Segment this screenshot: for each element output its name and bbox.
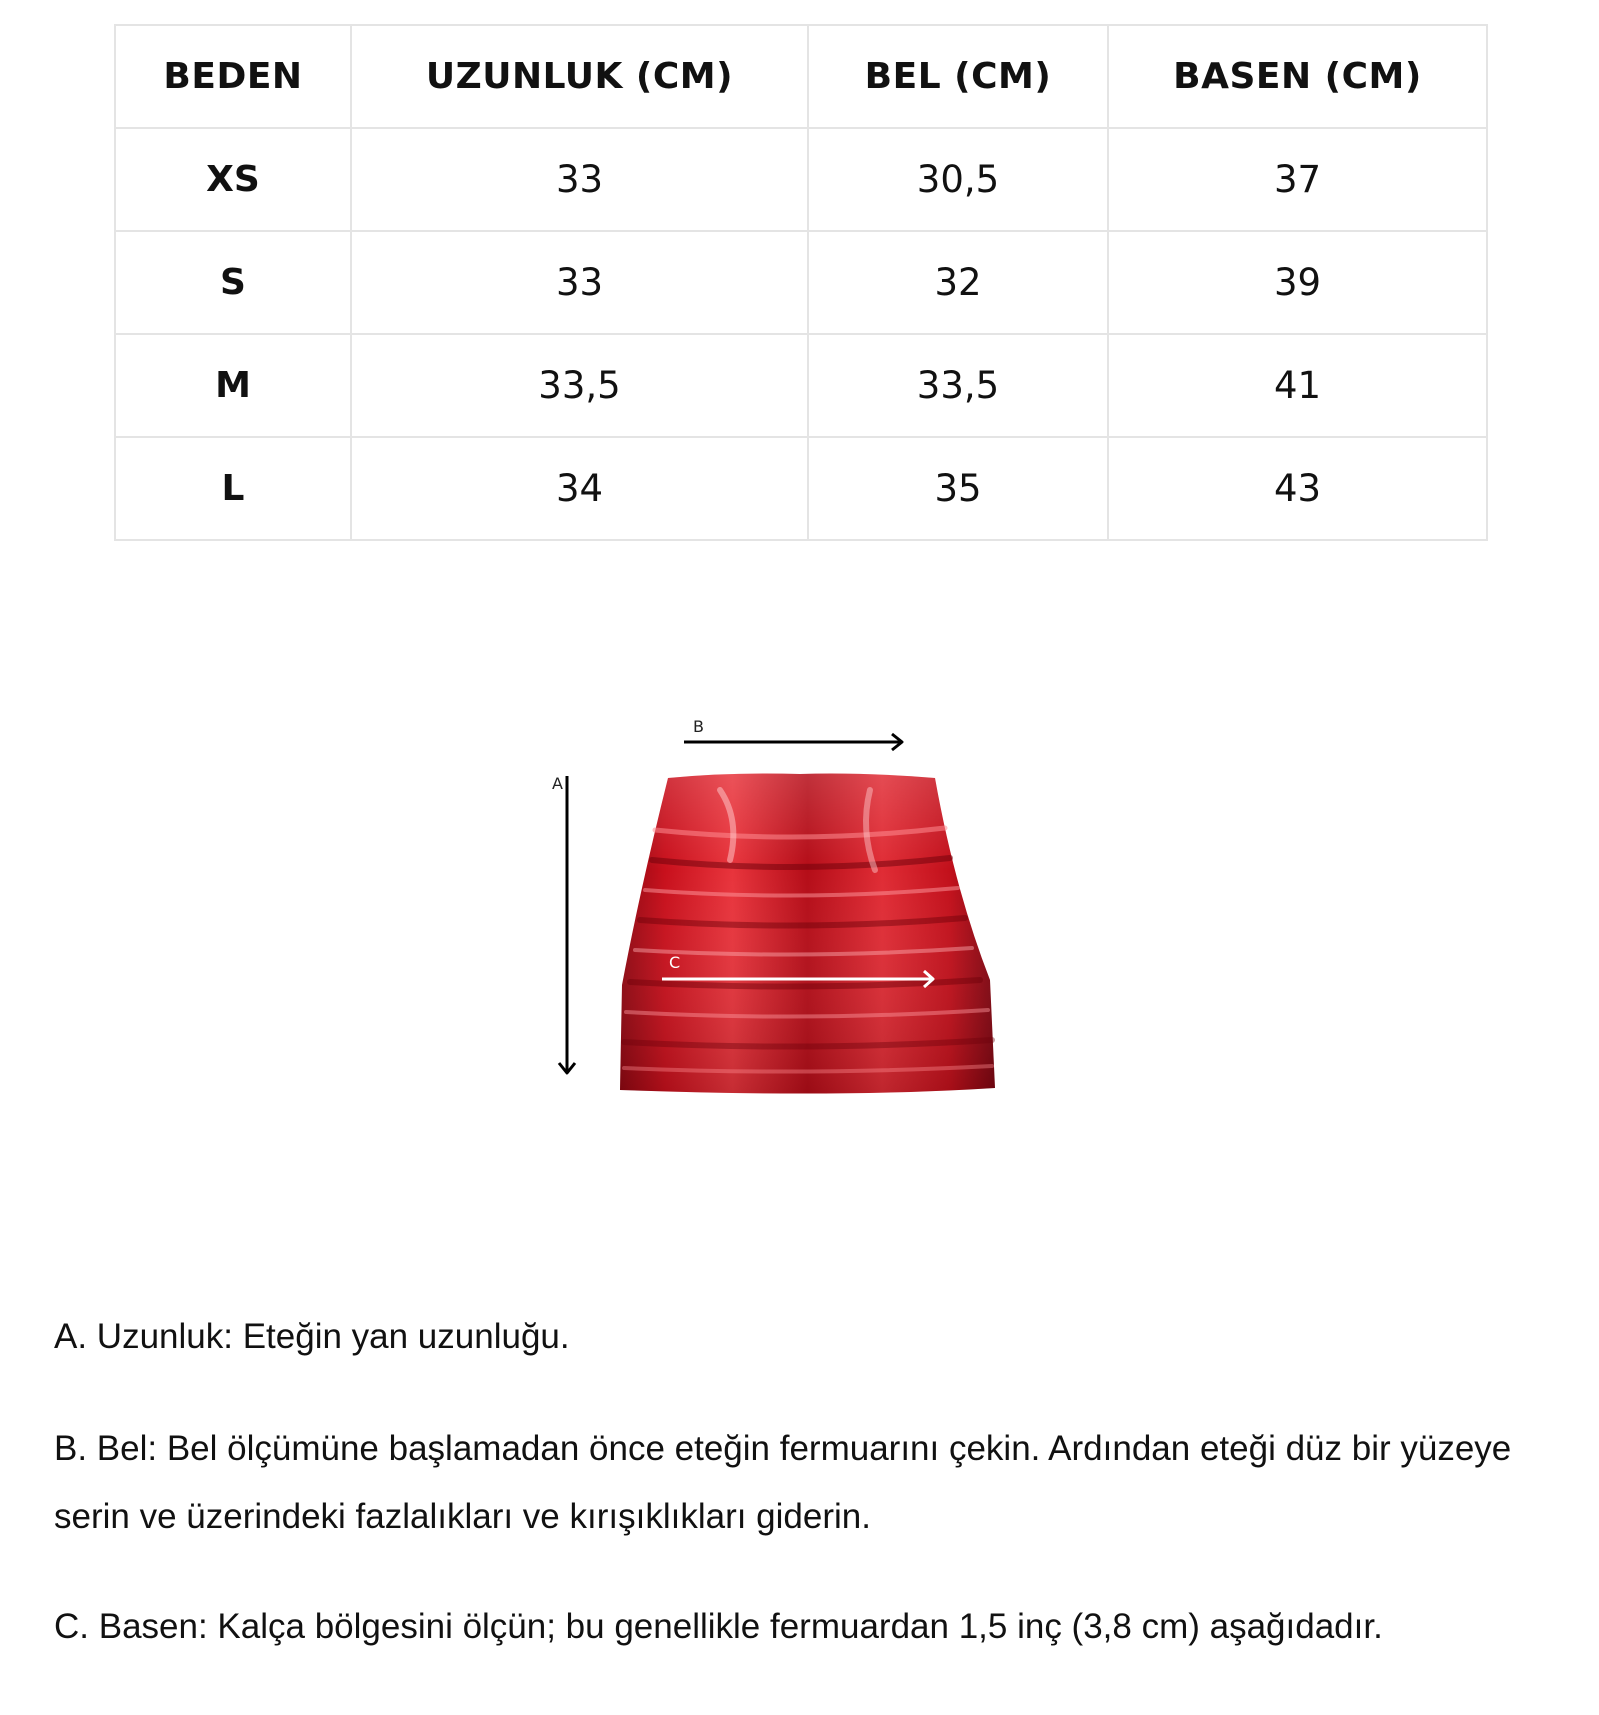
size-chart-table (114, 24, 1488, 541)
label-c: C (669, 953, 681, 972)
uzunluk-cell: 33,5 (351, 334, 808, 437)
bel-cell: 32 (808, 231, 1108, 334)
uzunluk-cell: 34 (351, 437, 808, 540)
description-a: A. Uzunluk: Eteğin yan uzunluğu. (54, 1317, 570, 1356)
size-cell: S (115, 231, 351, 334)
uzunluk-cell: 33 (351, 128, 808, 231)
header-basen: BASEN (CM) (1108, 25, 1487, 128)
basen-cell: 37 (1108, 128, 1487, 231)
label-a: A (552, 774, 563, 793)
bel-cell: 30,5 (808, 128, 1108, 231)
table-row (115, 334, 1487, 437)
header-beden: BEDEN (115, 25, 351, 128)
basen-cell: 43 (1108, 437, 1487, 540)
bel-cell: 33,5 (808, 334, 1108, 437)
table-header-row (115, 25, 1487, 128)
measurement-diagram (540, 717, 1000, 1110)
table-row (115, 128, 1487, 231)
description-b: B. Bel: Bel ölçümüne başlamadan önce eteğin fermuarını çekin. Ardından eteği düz bir yüzeye serin ve üzerindeki fazlalıkları ve kırışıklıkları giderin. (54, 1429, 1512, 1536)
basen-cell: 39 (1108, 231, 1487, 334)
skirt-illustration (540, 720, 1000, 1110)
size-cell: M (115, 334, 351, 437)
bel-cell: 35 (808, 437, 1108, 540)
basen-cell: 41 (1108, 334, 1487, 437)
label-b: B (693, 717, 704, 736)
description-c: C. Basen: Kalça bölgesini ölçün; bu genellikle fermuardan 1,5 inç (3,8 cm) aşağıdadır. (54, 1607, 1383, 1646)
table-row (115, 437, 1487, 540)
header-uzunluk: UZUNLUK (CM) (351, 25, 808, 128)
table-row (115, 231, 1487, 334)
size-cell: XS (115, 128, 351, 231)
header-bel: BEL (CM) (808, 25, 1108, 128)
size-cell: L (115, 437, 351, 540)
uzunluk-cell: 33 (351, 231, 808, 334)
